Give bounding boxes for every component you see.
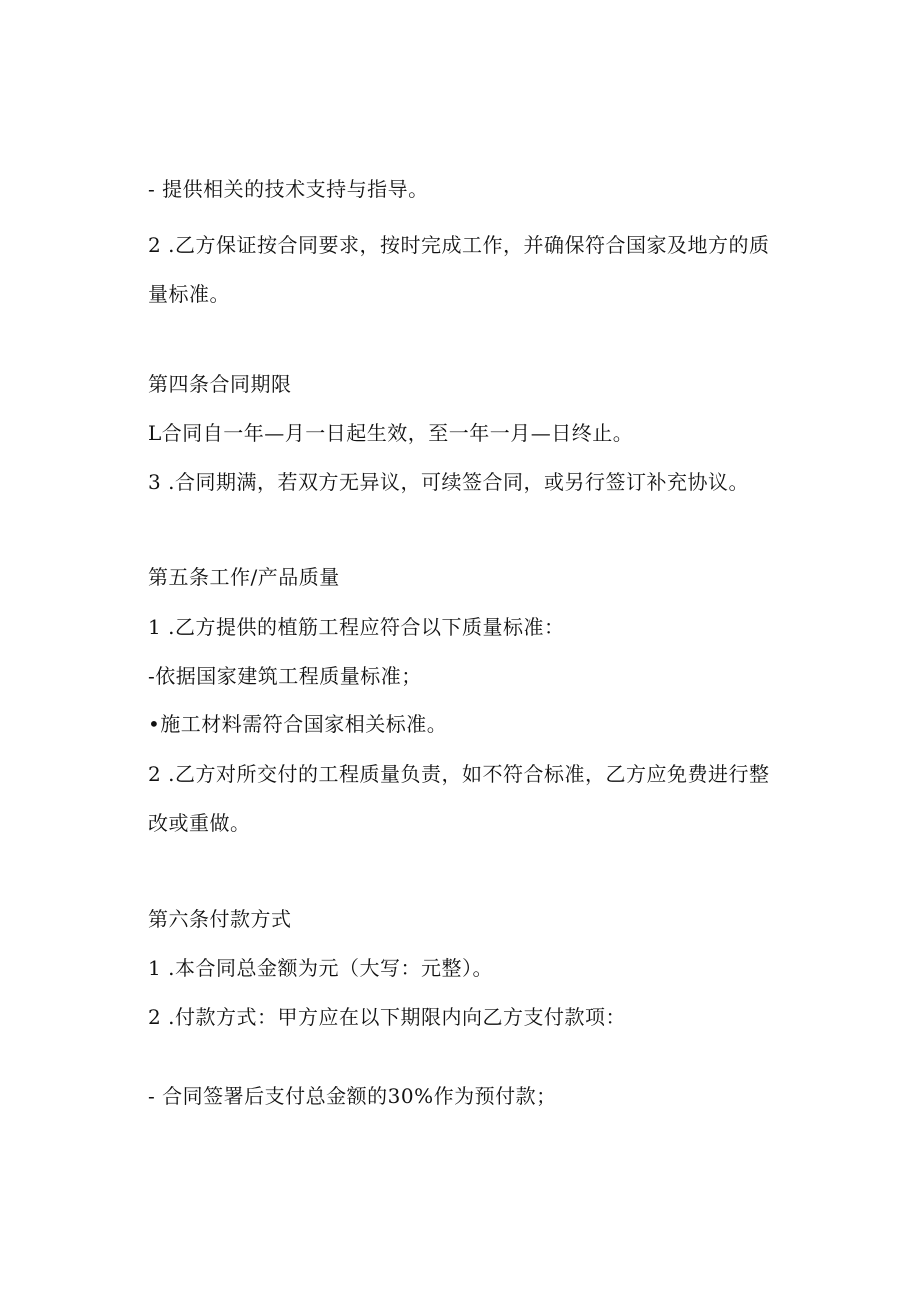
- clause-5-item-2: 2 .乙方对所交付的工程质量负责，如不符合标准，乙方应免费进行整: [148, 762, 770, 786]
- clause-3-item-2: 2 .乙方保证按合同要求，按时完成工作，并确保符合国家及地方的质: [148, 233, 770, 257]
- clause-6-item-2: 2 .付款方式：甲方应在以下期限内向乙方支付款项：: [148, 1005, 626, 1029]
- clause-3-item-2-cont: 量标准。: [148, 282, 230, 306]
- section-heading-6: 第六条付款方式: [148, 907, 292, 931]
- section-heading-4: 第四条合同期限: [148, 372, 292, 396]
- clause-4-item-1: L合同自一年—月一日起生效，至一年一月—日终止。: [148, 421, 634, 445]
- clause-5-bullet-1: -依据国家建筑工程质量标准；: [148, 664, 422, 688]
- bullet-tech-support: - 提供相关的技术支持与指导。: [148, 177, 429, 201]
- clause-5-item-1: 1 .乙方提供的植筋工程应符合以下质量标准：: [148, 615, 565, 639]
- clause-6-bullet-1: - 合同签署后支付总金额的30%作为预付款；: [148, 1084, 557, 1108]
- section-heading-5: 第五条工作/产品质量: [148, 565, 340, 589]
- clause-6-item-1: 1 .本合同总金额为元（大写：元整）。: [148, 956, 493, 980]
- clause-5-item-2-cont: 改或重做。: [148, 811, 251, 835]
- clause-4-item-3: 3 .合同期满，若双方无异议，可续签合同，或另行签订补充协议。: [148, 470, 749, 494]
- clause-5-bullet-2: •施工材料需符合国家相关标准。: [148, 712, 448, 736]
